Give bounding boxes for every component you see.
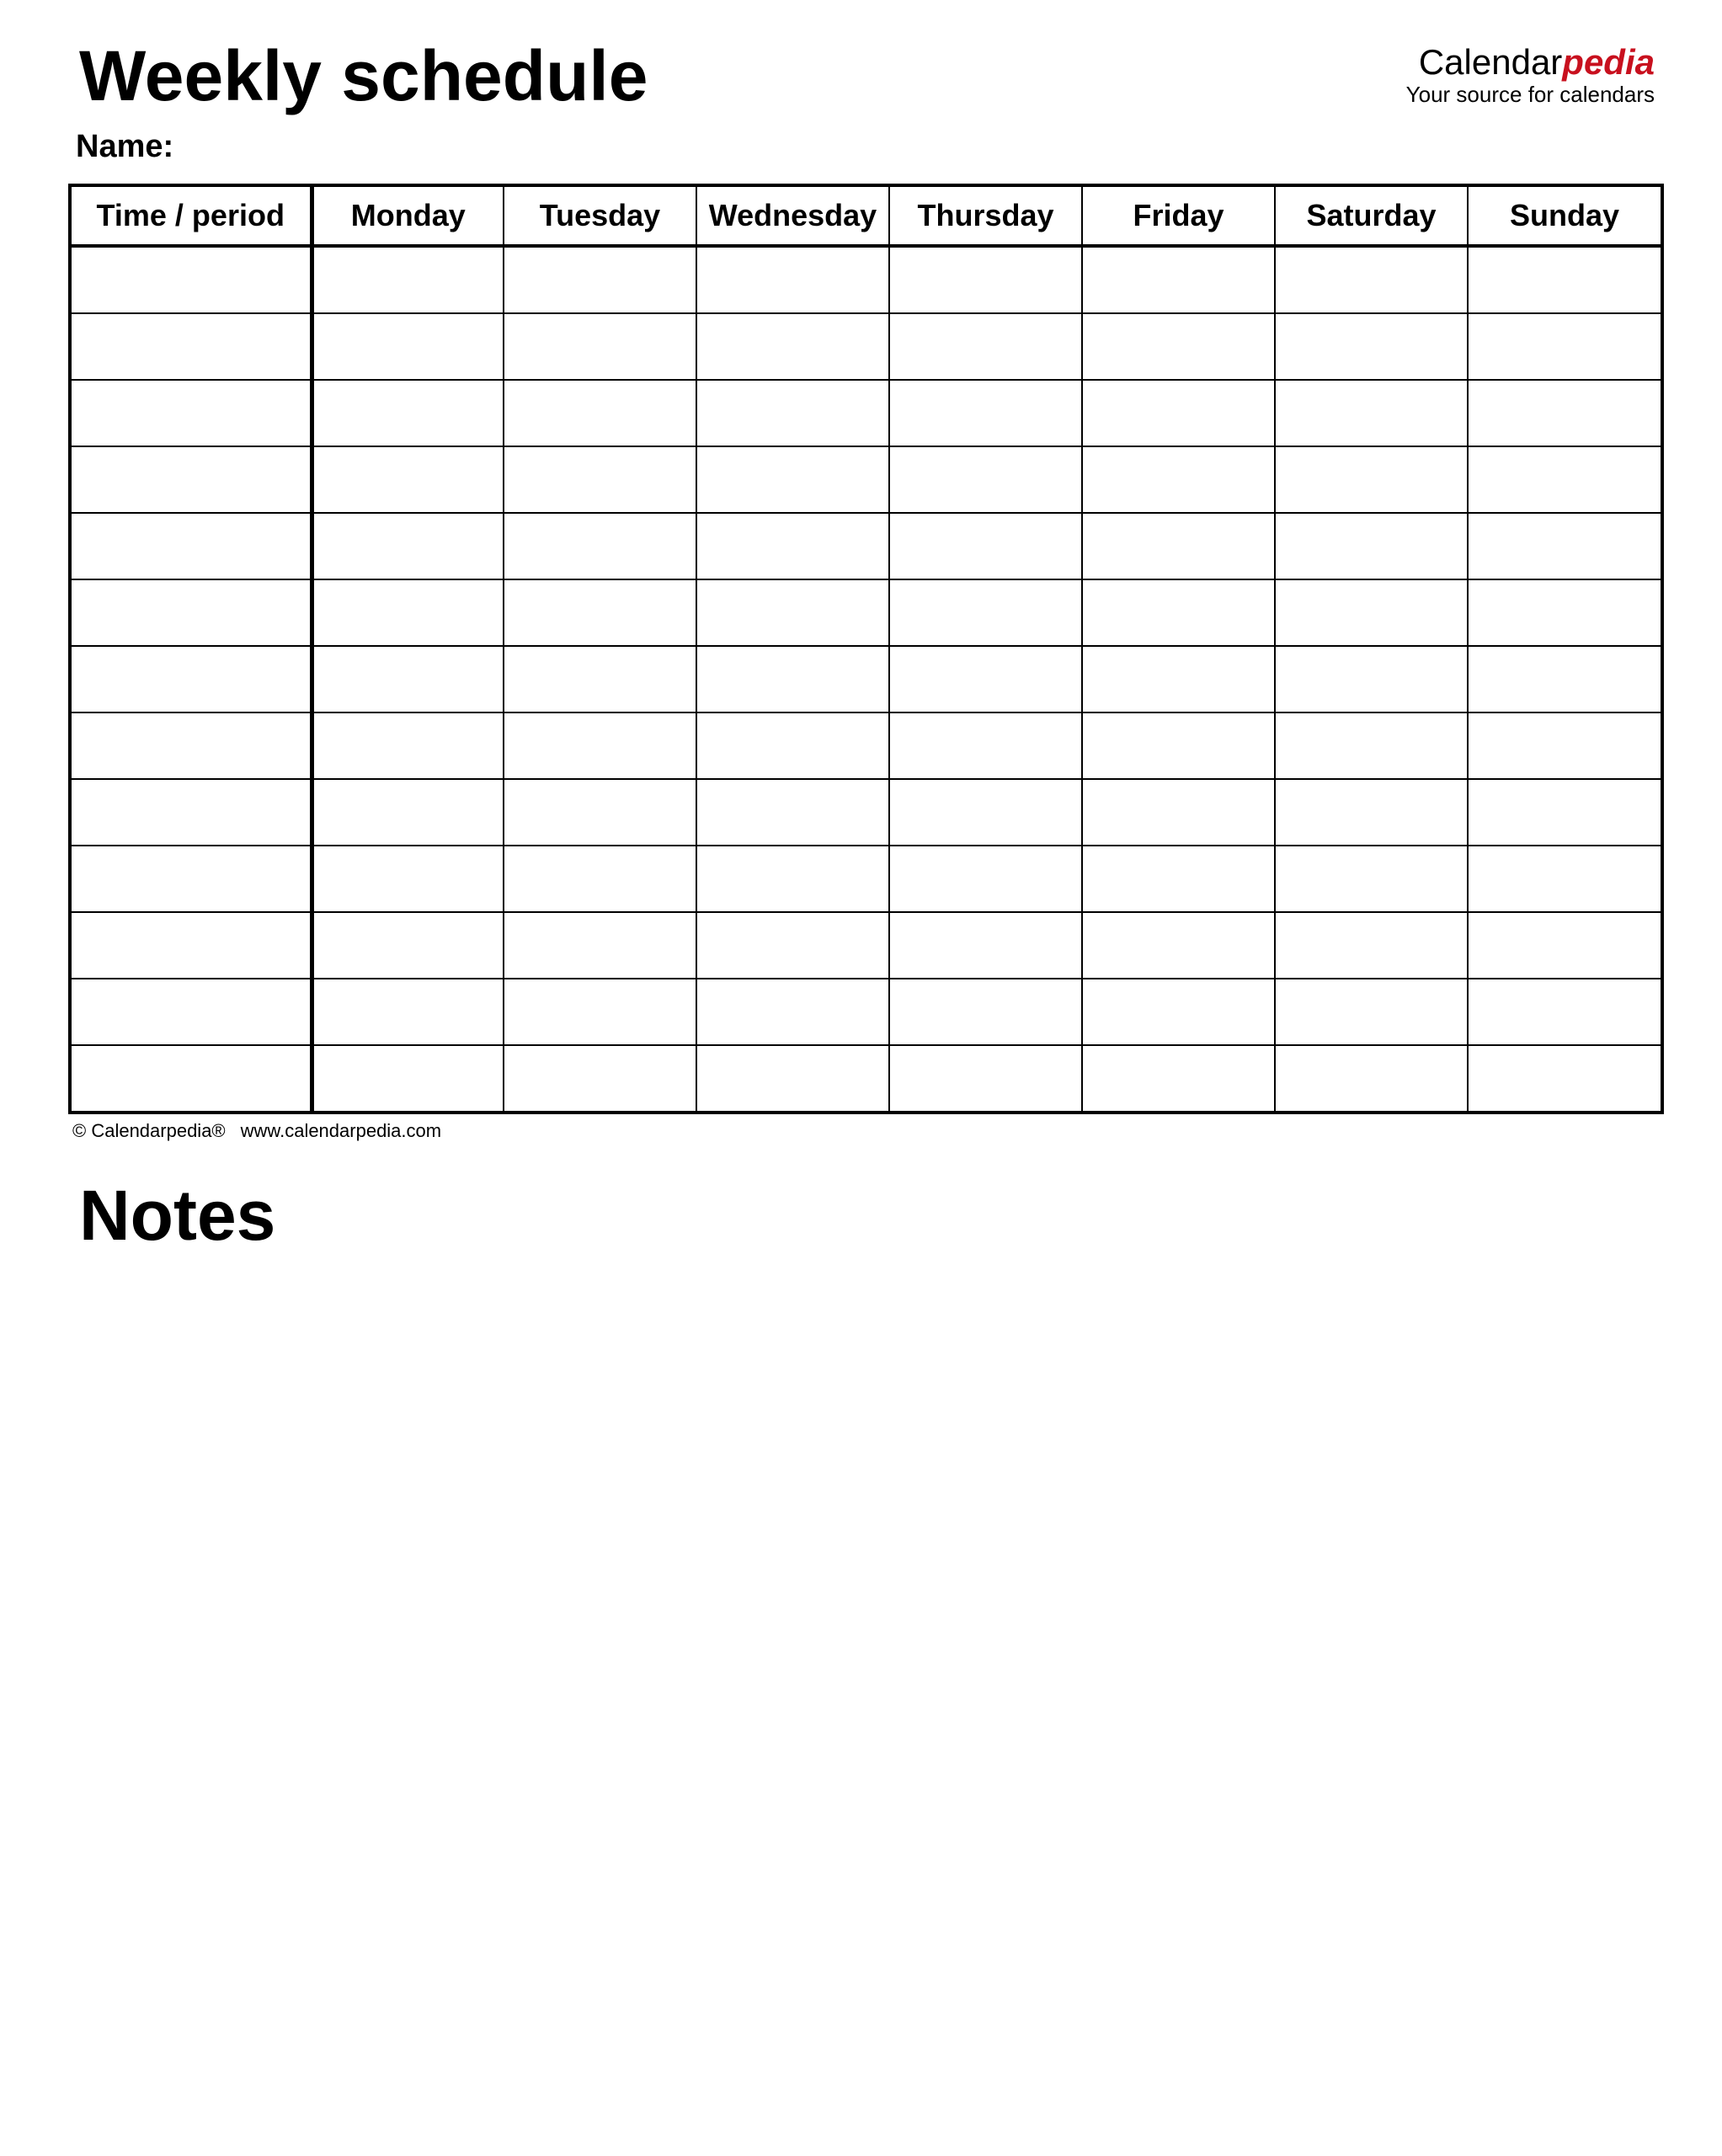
schedule-cell[interactable] <box>1275 712 1468 779</box>
schedule-cell[interactable] <box>1468 712 1662 779</box>
schedule-cell[interactable] <box>1468 246 1662 313</box>
schedule-cell[interactable] <box>1275 380 1468 446</box>
header-row <box>70 185 1662 246</box>
notes-heading: Notes <box>79 1176 276 1255</box>
table-row <box>70 446 1662 513</box>
column-header-monday: Monday <box>312 185 504 246</box>
table-row <box>70 380 1662 446</box>
schedule-cell[interactable] <box>1082 912 1275 979</box>
schedule-cell[interactable] <box>1082 779 1275 846</box>
schedule-cell[interactable] <box>1468 846 1662 912</box>
time-period-cell[interactable] <box>70 912 312 979</box>
schedule-cell[interactable] <box>504 579 696 646</box>
schedule-cell[interactable] <box>1082 1045 1275 1113</box>
schedule-cell[interactable] <box>1275 246 1468 313</box>
table-row <box>70 779 1662 846</box>
schedule-cell[interactable] <box>312 1045 504 1113</box>
schedule-cell[interactable] <box>504 912 696 979</box>
schedule-cell[interactable] <box>504 712 696 779</box>
schedule-cell[interactable] <box>889 1045 1082 1113</box>
schedule-cell[interactable] <box>504 846 696 912</box>
schedule-cell[interactable] <box>1082 846 1275 912</box>
schedule-cell[interactable] <box>696 446 889 513</box>
schedule-cell[interactable] <box>312 846 504 912</box>
time-period-cell[interactable] <box>70 979 312 1045</box>
schedule-cell[interactable] <box>1468 779 1662 846</box>
schedule-cell[interactable] <box>1275 846 1468 912</box>
schedule-cell[interactable] <box>889 246 1082 313</box>
schedule-cell[interactable] <box>504 380 696 446</box>
schedule-cell[interactable] <box>696 646 889 712</box>
schedule-cell[interactable] <box>696 1045 889 1113</box>
schedule-cell[interactable] <box>889 380 1082 446</box>
schedule-cell[interactable] <box>504 979 696 1045</box>
schedule-cell[interactable] <box>1275 446 1468 513</box>
schedule-cell[interactable] <box>696 846 889 912</box>
schedule-cell[interactable] <box>889 979 1082 1045</box>
brand-name-suffix: pedia <box>1562 42 1655 82</box>
time-period-cell[interactable] <box>70 779 312 846</box>
column-header-sunday: Sunday <box>1468 185 1662 246</box>
schedule-cell[interactable] <box>889 646 1082 712</box>
schedule-cell[interactable] <box>889 579 1082 646</box>
column-header-time-period: Time / period <box>70 185 312 246</box>
weekly-schedule-table <box>68 184 1664 1114</box>
time-period-cell[interactable] <box>70 313 312 380</box>
schedule-cell[interactable] <box>889 313 1082 380</box>
calendarpedia-logo <box>1402 42 1655 106</box>
schedule-cell[interactable] <box>1082 246 1275 313</box>
schedule-cell[interactable] <box>1275 513 1468 579</box>
schedule-cell[interactable] <box>1468 979 1662 1045</box>
name-label: Name: <box>76 129 174 164</box>
schedule-cell[interactable] <box>1082 446 1275 513</box>
schedule-cell[interactable] <box>889 712 1082 779</box>
schedule-cell[interactable] <box>312 446 504 513</box>
schedule-cell[interactable] <box>1275 579 1468 646</box>
schedule-cell[interactable] <box>1082 380 1275 446</box>
column-header-wednesday: Wednesday <box>696 185 889 246</box>
schedule-cell[interactable] <box>1468 1045 1662 1113</box>
schedule-cell[interactable] <box>1082 646 1275 712</box>
schedule-body <box>70 246 1662 1113</box>
schedule-cell[interactable] <box>696 380 889 446</box>
schedule-cell[interactable] <box>1082 712 1275 779</box>
schedule-cell[interactable] <box>504 779 696 846</box>
schedule-cell[interactable] <box>1468 646 1662 712</box>
schedule-cell[interactable] <box>889 912 1082 979</box>
schedule-cell[interactable] <box>696 313 889 380</box>
footer-url: www.calendarpedia.com <box>240 1120 442 1141</box>
column-header-thursday: Thursday <box>889 185 1082 246</box>
schedule-cell[interactable] <box>1468 513 1662 579</box>
time-period-cell[interactable] <box>70 712 312 779</box>
schedule-cell[interactable] <box>889 846 1082 912</box>
schedule-cell[interactable] <box>696 513 889 579</box>
schedule-cell[interactable] <box>889 779 1082 846</box>
schedule-cell[interactable] <box>312 979 504 1045</box>
brand-name <box>1402 42 1655 83</box>
schedule-cell[interactable] <box>504 246 696 313</box>
schedule-cell[interactable] <box>1468 579 1662 646</box>
schedule-cell[interactable] <box>696 712 889 779</box>
schedule-cell[interactable] <box>1275 646 1468 712</box>
schedule-cell[interactable] <box>312 912 504 979</box>
schedule-cell[interactable] <box>504 646 696 712</box>
schedule-cell[interactable] <box>1468 380 1662 446</box>
schedule-cell[interactable] <box>1082 513 1275 579</box>
column-header-friday: Friday <box>1082 185 1275 246</box>
schedule-cell[interactable] <box>1275 313 1468 380</box>
schedule-cell[interactable] <box>1275 1045 1468 1113</box>
table-row <box>70 846 1662 912</box>
table-row <box>70 1045 1662 1113</box>
schedule-cell[interactable] <box>504 446 696 513</box>
schedule-cell[interactable] <box>1275 779 1468 846</box>
page-title: Weekly schedule <box>79 36 648 115</box>
schedule-cell[interactable] <box>1082 313 1275 380</box>
schedule-cell[interactable] <box>504 513 696 579</box>
schedule-cell[interactable] <box>504 1045 696 1113</box>
schedule-cell[interactable] <box>312 380 504 446</box>
table-row <box>70 246 1662 313</box>
time-period-cell[interactable] <box>70 646 312 712</box>
time-period-cell[interactable] <box>70 846 312 912</box>
table-row <box>70 513 1662 579</box>
time-period-cell[interactable] <box>70 246 312 313</box>
schedule-cell[interactable] <box>1275 912 1468 979</box>
schedule-cell[interactable] <box>1275 979 1468 1045</box>
copyright-footer <box>72 1120 441 1142</box>
schedule-cell[interactable] <box>1468 313 1662 380</box>
time-period-cell[interactable] <box>70 446 312 513</box>
schedule-cell[interactable] <box>889 513 1082 579</box>
time-period-cell[interactable] <box>70 1045 312 1113</box>
table-row <box>70 912 1662 979</box>
schedule-cell[interactable] <box>889 446 1082 513</box>
table-row <box>70 646 1662 712</box>
column-header-saturday: Saturday <box>1275 185 1468 246</box>
schedule-cell[interactable] <box>312 513 504 579</box>
time-period-cell[interactable] <box>70 579 312 646</box>
schedule-cell[interactable] <box>696 979 889 1045</box>
table-row <box>70 979 1662 1045</box>
table-row <box>70 579 1662 646</box>
schedule-cell[interactable] <box>312 246 504 313</box>
schedule-cell[interactable] <box>1468 912 1662 979</box>
time-period-cell[interactable] <box>70 513 312 579</box>
table-row <box>70 313 1662 380</box>
schedule-cell[interactable] <box>1082 979 1275 1045</box>
schedule-cell[interactable] <box>312 712 504 779</box>
schedule-cell[interactable] <box>312 779 504 846</box>
schedule-cell[interactable] <box>312 646 504 712</box>
column-header-tuesday: Tuesday <box>504 185 696 246</box>
time-period-cell[interactable] <box>70 380 312 446</box>
schedule-cell[interactable] <box>312 579 504 646</box>
schedule-cell[interactable] <box>696 912 889 979</box>
table-row <box>70 712 1662 779</box>
schedule-cell[interactable] <box>312 313 504 380</box>
schedule-cell[interactable] <box>696 779 889 846</box>
brand-name-prefix: Calendar <box>1418 42 1563 82</box>
schedule-cell[interactable] <box>1468 446 1662 513</box>
schedule-cell[interactable] <box>1082 579 1275 646</box>
brand-tagline: Your source for calendars <box>1405 82 1655 107</box>
schedule-cell[interactable] <box>504 313 696 380</box>
schedule-cell[interactable] <box>696 246 889 313</box>
copyright-text: © Calendarpedia® <box>72 1120 226 1141</box>
schedule-cell[interactable] <box>696 579 889 646</box>
